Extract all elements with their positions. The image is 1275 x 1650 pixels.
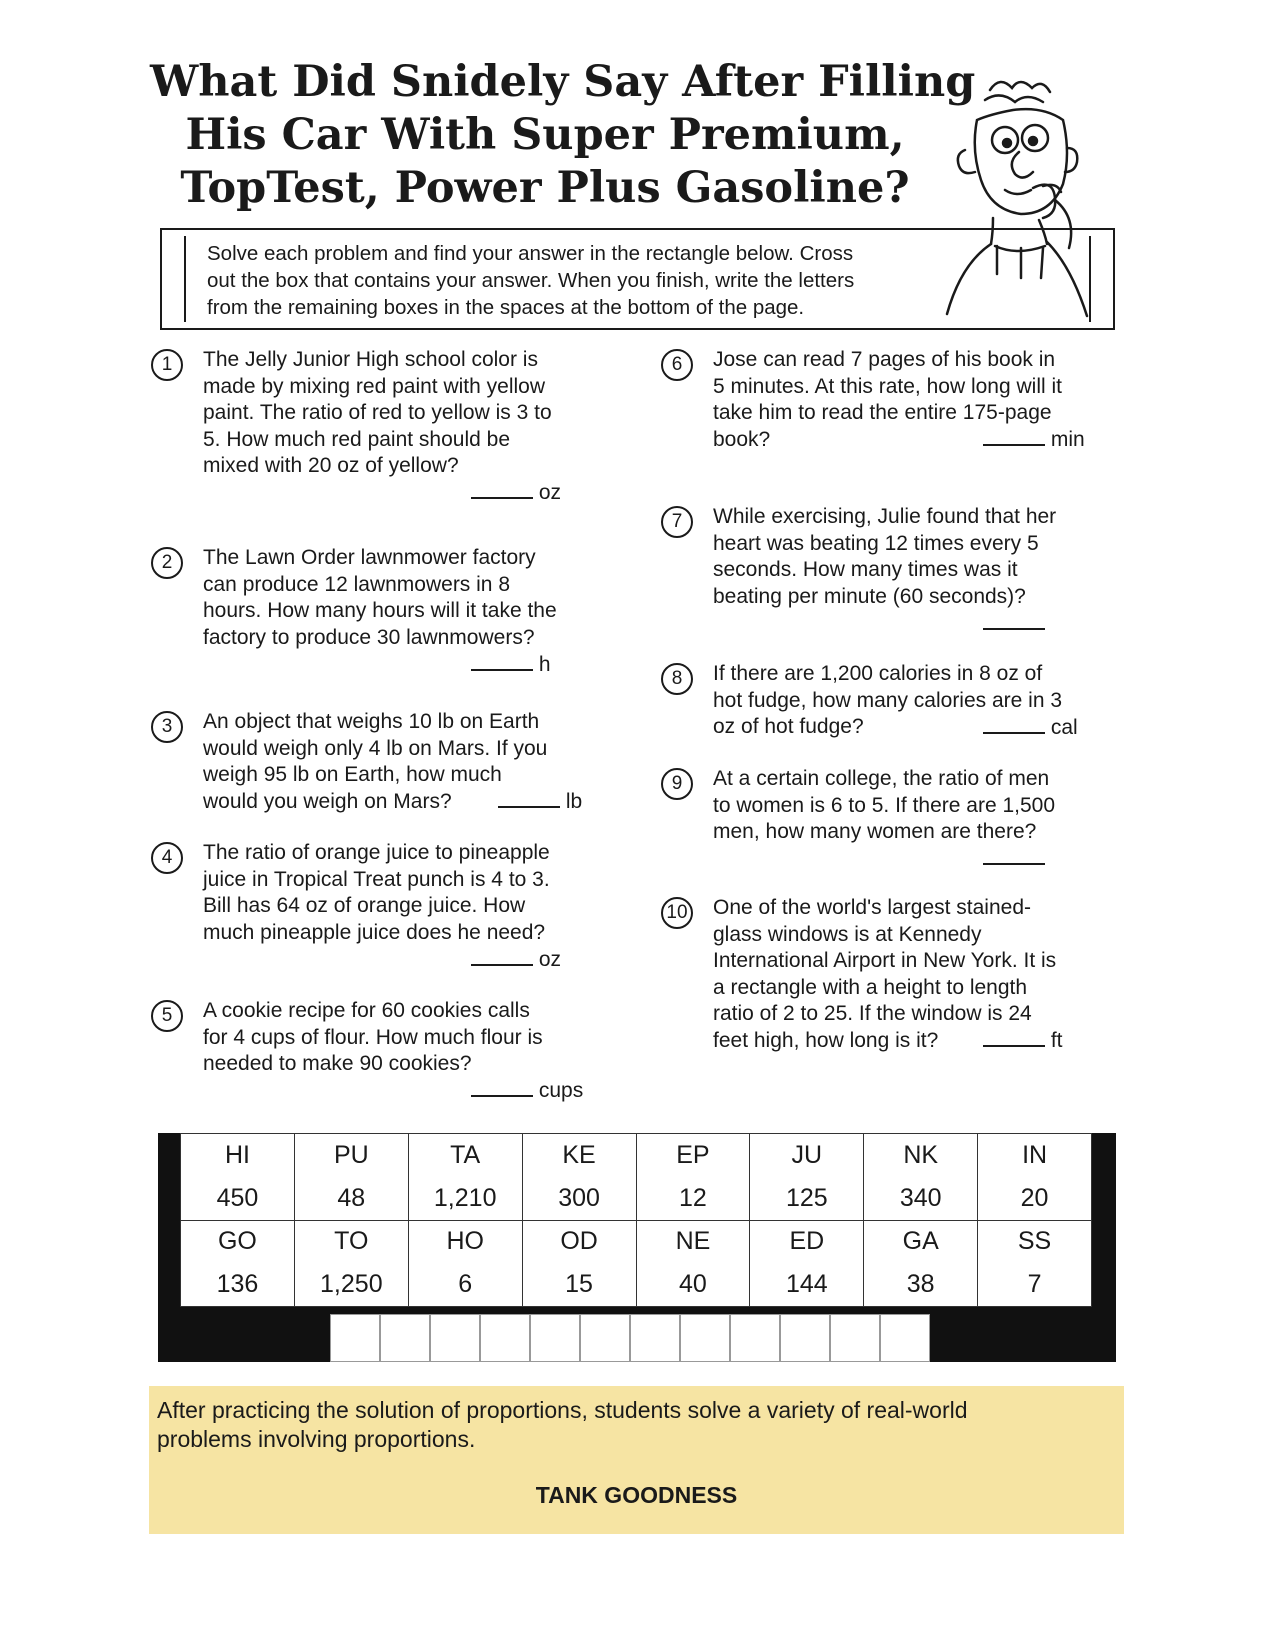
teacher-note [149,1386,1124,1534]
code-row [181,1220,1092,1263]
value-row [181,1177,1092,1220]
problem-text [203,709,547,815]
problem-line: mixed with 20 oz of yellow? [203,454,459,477]
answer-unit: lb [565,790,583,813]
answer-blank[interactable] [471,651,551,679]
value-cell[interactable]: 1,210 [408,1177,522,1220]
value-cell[interactable]: 125 [750,1177,864,1220]
problem-line: beating per minute (60 seconds)? [713,584,1026,608]
instructions-line: from the remaining boxes in the spaces at the bottom of the page. [207,296,805,319]
letter-slot[interactable] [630,1314,680,1362]
answer-blank[interactable] [983,1027,1063,1055]
problem-line: The Lawn Order lawnmower factory [203,546,536,569]
value-cell[interactable]: 1,250 [294,1263,408,1306]
value-cell[interactable]: 144 [750,1263,864,1306]
problem-text [203,998,543,1078]
problem-line: would weigh only 4 lb on Mars. If you [203,736,548,760]
letter-slot[interactable] [380,1314,430,1362]
problem-line: The ratio of orange juice to pineapple [203,841,550,864]
code-cell[interactable]: OD [522,1220,636,1263]
problem-line: ratio of 2 to 25. If the window is 24 [713,1002,1032,1025]
answer-unit: oz [538,948,562,971]
value-cell[interactable]: 136 [181,1263,295,1306]
problem-line: feet high, how long is it? [713,1028,939,1052]
answer-unit: cal [1050,716,1078,739]
code-cell[interactable]: PU [294,1134,408,1177]
answer-blank[interactable] [983,845,1045,873]
problem-text [713,766,1055,846]
problem-line: hot fudge, how many calories are in 3 [713,688,1063,712]
note-line: problems involving proportions. [157,1426,476,1452]
problem-number: 1 [151,349,183,381]
code-cell[interactable]: TA [408,1134,522,1177]
problem-line: to women is 6 to 5. If there are 1,500 [713,793,1056,817]
problem-line: seconds. How many times was it [713,558,1018,581]
code-cell[interactable]: NK [864,1134,978,1177]
problem-line: Bill has 64 oz of orange juice. How [203,894,526,917]
answer-unit: ft [1050,1029,1063,1052]
code-cell[interactable]: EP [636,1134,750,1177]
problem-line: At a certain college, the ratio of men [713,767,1050,790]
value-cell[interactable]: 12 [636,1177,750,1220]
note-line: After practicing the solution of proportions, students solve a variety of real-world [157,1397,968,1423]
answer-blank[interactable] [498,788,582,816]
letter-slot[interactable] [430,1314,480,1362]
problem-line: a rectangle with a height to length [713,975,1028,999]
problem-line: glass windows is at Kennedy [713,922,982,946]
code-cell[interactable]: JU [750,1134,864,1177]
problem-number: 2 [151,547,183,579]
problem-number: 5 [151,1000,183,1032]
problem-number: 8 [661,663,693,695]
letter-slot[interactable] [680,1314,730,1362]
code-cell[interactable]: HO [408,1220,522,1263]
value-cell[interactable]: 20 [978,1177,1092,1220]
answer-letter-row [330,1314,930,1362]
code-cell[interactable]: SS [978,1220,1092,1263]
worksheet-title [150,56,976,215]
problem-line: for 4 cups of flour. How much flour is [203,1025,543,1049]
problem-line: would you weigh on Mars? [203,789,452,813]
border-ornament [168,236,186,322]
letter-slot[interactable] [480,1314,530,1362]
problem-number: 7 [661,506,693,538]
problem-line: 5 minutes. At this rate, how long will it [713,374,1062,398]
problem-line: paint. The ratio of red to yellow is 3 to [203,401,552,424]
problem-line: heart was beating 12 times every 5 [713,531,1039,555]
problem-line: hours. How many hours will it take the [203,599,557,622]
problem-number: 4 [151,842,183,874]
answer-unit: h [538,653,551,676]
answer-blank[interactable] [983,426,1085,454]
letter-slot[interactable] [780,1314,830,1362]
answer-code-table [180,1133,1092,1307]
instructions-line: out the box that contains your answer. When you finish, write the letters [207,269,855,292]
code-cell[interactable]: GA [864,1220,978,1263]
answer-unit: cups [538,1079,584,1102]
snidely-cartoon-illustration [935,70,1115,332]
value-row [181,1263,1092,1306]
problem-line: juice in Tropical Treat punch is 4 to 3. [203,867,550,891]
value-cell[interactable]: 6 [408,1263,522,1306]
value-cell[interactable]: 340 [864,1177,978,1220]
problem-line: oz of hot fudge? [713,715,864,738]
value-cell[interactable]: 15 [522,1263,636,1306]
answer-blank[interactable] [471,946,561,974]
problem-line: While exercising, Julie found that her [713,505,1057,528]
answer-blank[interactable] [983,610,1045,638]
letter-slot[interactable] [830,1314,880,1362]
problem-line: book? [713,427,771,451]
code-cell[interactable]: NE [636,1220,750,1263]
problem-line: A cookie recipe for 60 cookies calls [203,999,530,1022]
value-cell[interactable]: 450 [181,1177,295,1220]
problem-number: 6 [661,349,693,381]
riddle-answer: TANK GOODNESS [535,1482,738,1508]
answer-blank[interactable] [471,1077,583,1105]
answer-code-box [158,1133,1116,1362]
problem-line: One of the world's largest stained- [713,896,1032,919]
code-row [181,1134,1092,1177]
problem-line: An object that weighs 10 lb on Earth [203,710,540,733]
value-cell[interactable]: 40 [636,1263,750,1306]
problem-text [203,545,557,651]
title-line: What Did Snidely Say After Filling [150,57,976,107]
letter-slot[interactable] [730,1314,780,1362]
problem-line: 5. How much red paint should be [203,427,511,451]
instructions-text [207,240,967,321]
code-cell[interactable]: IN [978,1134,1092,1177]
problem-line: men, how many women are there? [713,820,1037,843]
code-cell[interactable]: TO [294,1220,408,1263]
problem-line: If there are 1,200 calories in 8 oz of [713,662,1043,685]
letter-slot[interactable] [880,1314,930,1362]
answer-blank[interactable] [983,714,1078,742]
problem-line: take him to read the entire 175-page [713,401,1052,424]
value-cell[interactable]: 38 [864,1263,978,1306]
value-cell[interactable]: 48 [294,1177,408,1220]
title-line: TopTest, Power Plus Gasoline? [180,163,910,213]
problem-line: factory to produce 30 lawnmowers? [203,625,535,649]
letter-slot[interactable] [580,1314,630,1362]
problem-line: Jose can read 7 pages of his book in [713,348,1056,371]
instructions-line: Solve each problem and find your answer in the rectangle below. Cross [207,242,854,265]
problem-number: 3 [151,711,183,743]
value-cell[interactable]: 7 [978,1263,1092,1306]
answer-unit: oz [538,481,562,504]
code-cell[interactable]: GO [181,1220,295,1263]
note-text [157,1396,1087,1454]
code-cell[interactable]: KE [522,1134,636,1177]
problem-text [203,347,552,480]
problem-text [713,504,1056,610]
letter-slot[interactable] [330,1314,380,1362]
code-cell[interactable]: ED [750,1220,864,1263]
answer-blank[interactable] [471,479,561,507]
letter-slot[interactable] [530,1314,580,1362]
problem-line: needed to make 90 cookies? [203,1052,472,1075]
answer-unit: min [1050,428,1085,451]
title-line: His Car With Super Premium, [185,110,905,160]
problem-line: weigh 95 lb on Earth, how much [203,763,502,786]
problem-number: 9 [661,768,693,800]
code-cell[interactable]: HI [181,1134,295,1177]
problem-line: can produce 12 lawnmowers in 8 [203,572,511,596]
problem-line: International Airport in New York. It is [713,949,1057,972]
problem-line: The Jelly Junior High school color is [203,348,538,371]
problem-number: 10 [661,897,693,929]
value-cell[interactable]: 300 [522,1177,636,1220]
problem-line: much pineapple juice does he need? [203,920,546,944]
problem-line: made by mixing red paint with yellow [203,374,545,398]
problem-text [203,840,550,946]
